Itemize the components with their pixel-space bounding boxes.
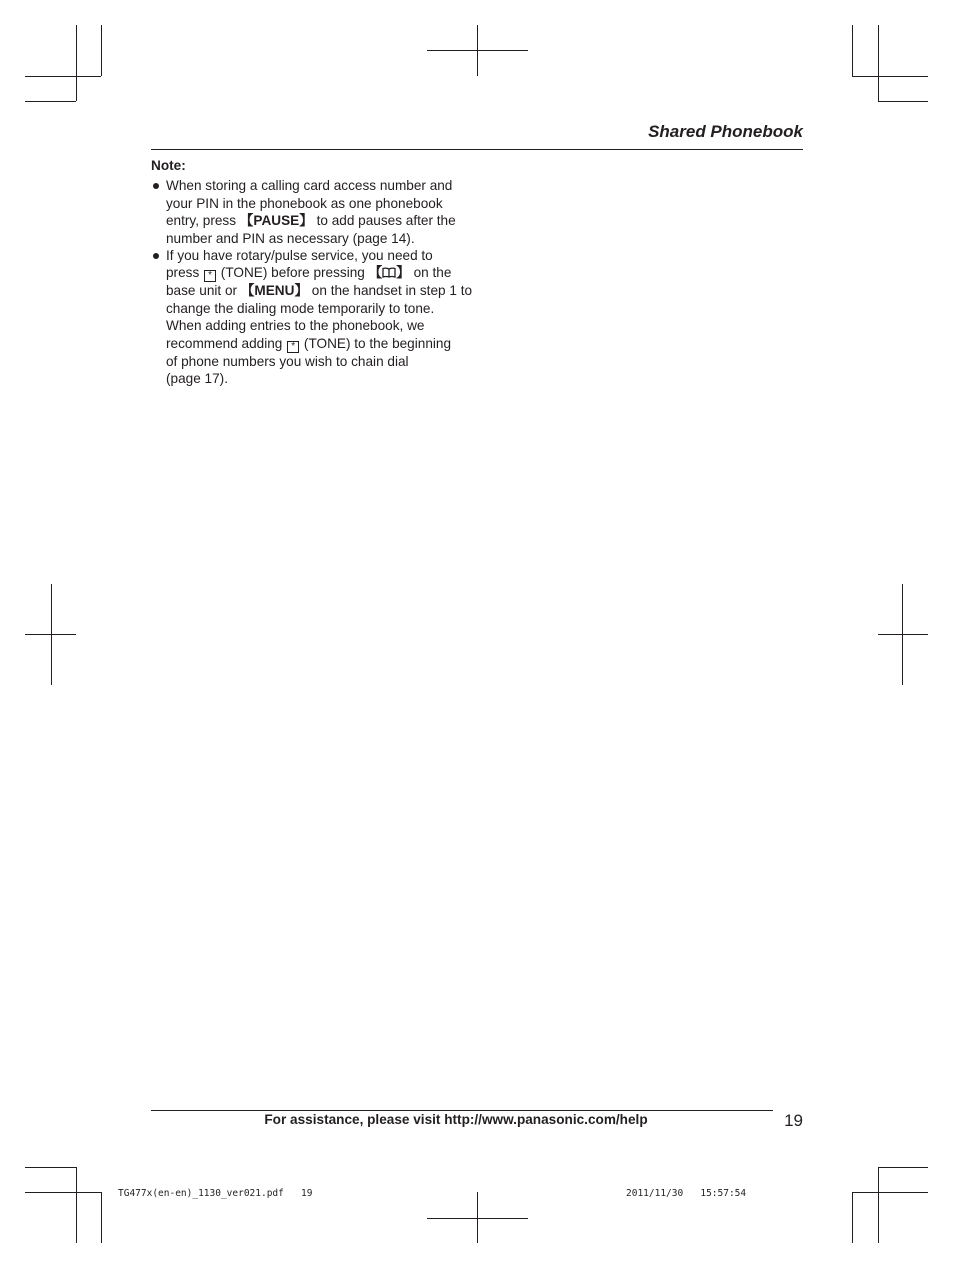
print-slug-datetime: 2011/11/30 15:57:54 xyxy=(626,1188,747,1199)
bullet-line: entry, press 【PAUSE】 to add pauses after the xyxy=(166,213,456,229)
note-bullet-tone xyxy=(151,247,481,387)
header-rule xyxy=(151,149,803,150)
footer-rule xyxy=(151,1110,773,1111)
bullet-dot xyxy=(153,183,159,189)
bullet-line: (page 17). xyxy=(166,371,228,387)
bullet-dot xyxy=(153,253,159,259)
bullet-line: recommend adding * (TONE) to the beginning xyxy=(166,335,452,352)
assistance-text: For assistance, please visit http://www.panasonic.com/help xyxy=(264,1112,648,1127)
note-heading: Note: xyxy=(151,158,186,173)
page-number: 19 xyxy=(784,1111,803,1130)
note-block xyxy=(151,157,481,387)
bullet-line: When adding entries to the phonebook, we xyxy=(166,318,425,334)
bullet-line: your PIN in the phonebook as one phonebook xyxy=(166,195,443,211)
bullet-line: If you have rotary/pulse service, you need to xyxy=(166,248,433,264)
bullet-line: press * (TONE) before pressing 【 】 on the xyxy=(166,265,452,282)
bullet-line: When storing a calling card access number and xyxy=(166,178,453,194)
bullet-line: of phone numbers you wish to chain dial xyxy=(166,353,409,369)
section-title: Shared Phonebook xyxy=(648,122,803,141)
star-key-icon: * xyxy=(204,270,216,282)
star-key-icon: * xyxy=(287,341,299,353)
bullet-line: number and PIN as necessary (page 14). xyxy=(166,230,415,246)
menu-key-label: MENU xyxy=(254,283,295,299)
phonebook-icon xyxy=(382,267,396,278)
print-slug-file: TG477x(en-en)_1130_ver021.pdf 19 xyxy=(118,1188,313,1199)
pause-key-label: PAUSE xyxy=(253,213,300,229)
note-bullet-calling-card xyxy=(151,177,481,247)
bullet-line: base unit or 【MENU】 on the handset in step 1 to xyxy=(166,283,473,299)
bullet-line: change the dialing mode temporarily to tone. xyxy=(166,300,435,316)
